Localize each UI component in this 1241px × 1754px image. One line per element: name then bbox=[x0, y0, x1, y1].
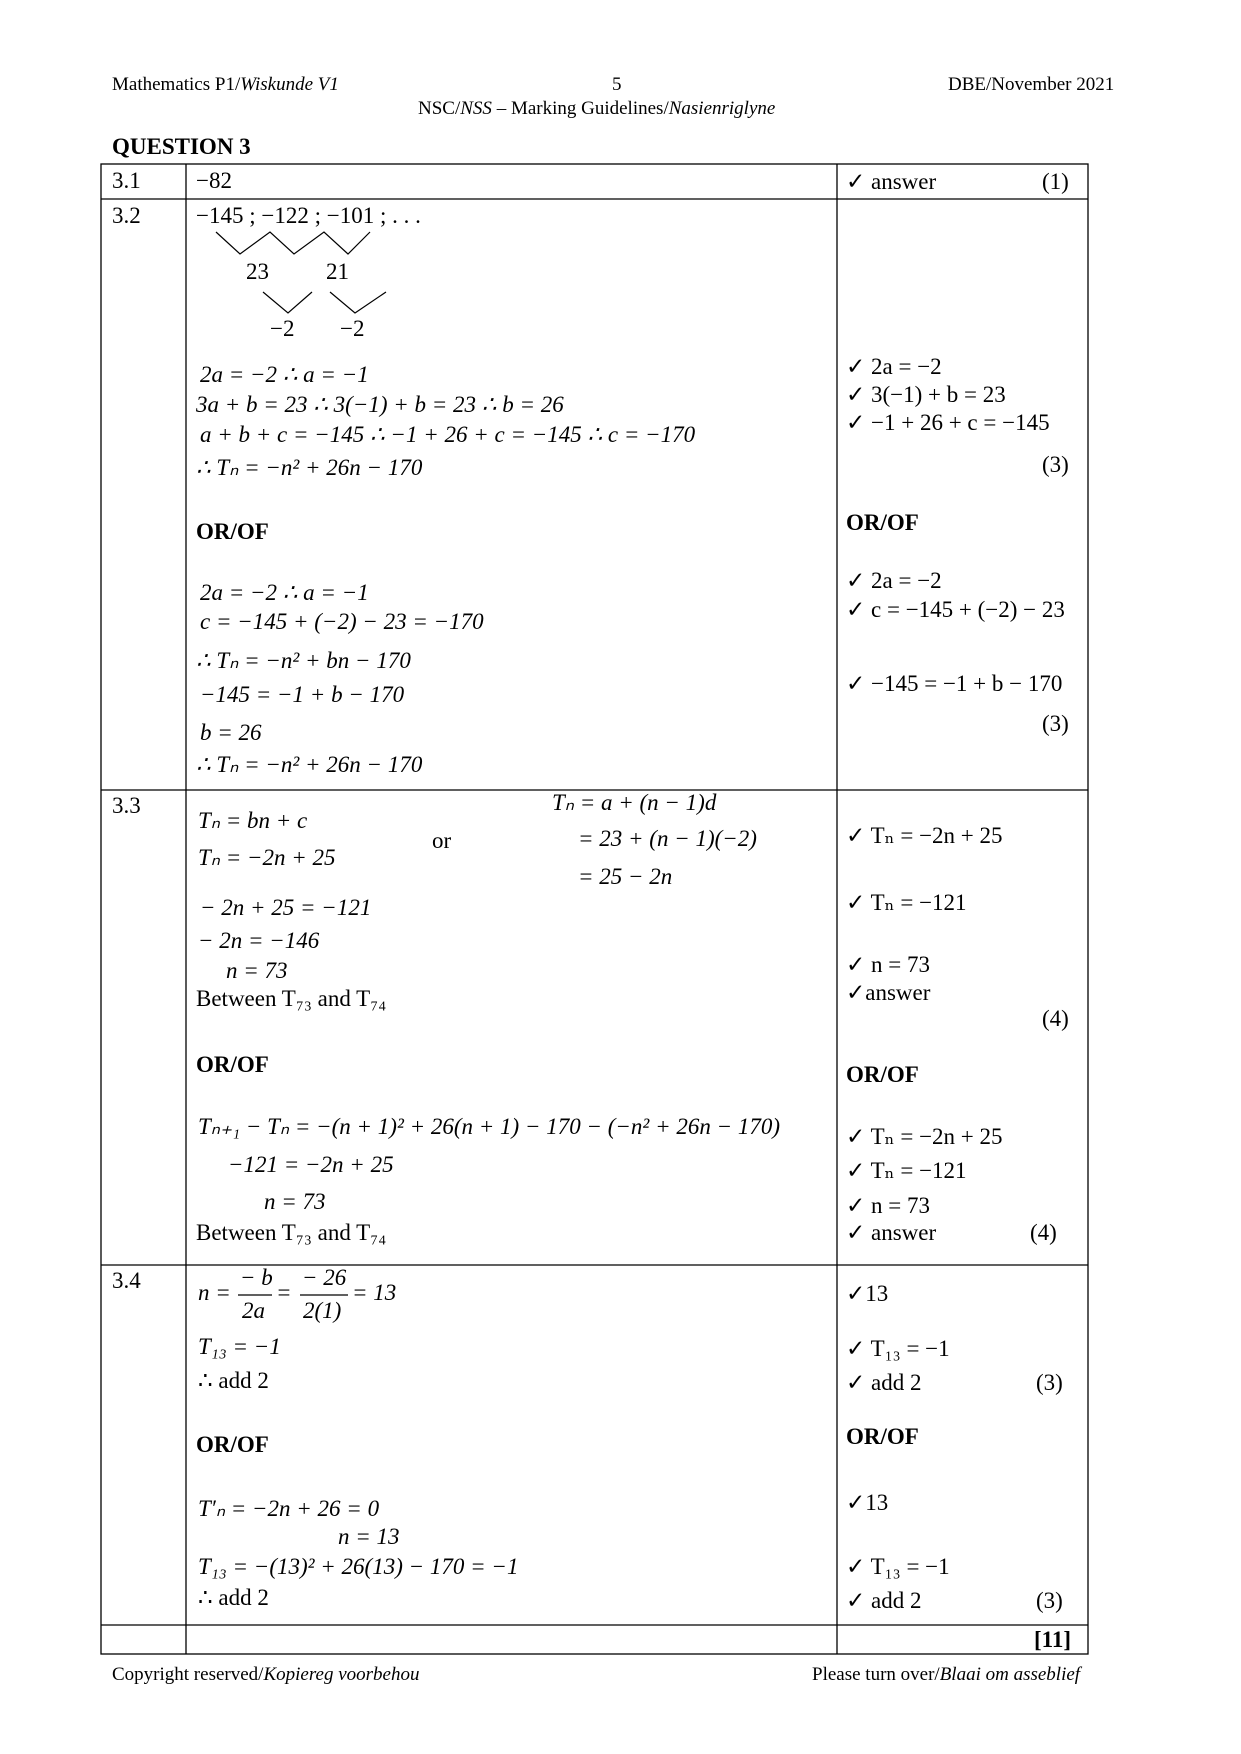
q33-work2-line: Between T₇₃ and T₇₄ bbox=[196, 1220, 387, 1245]
q33-total: (4) bbox=[1030, 1220, 1057, 1245]
header-right: DBE/November 2021 bbox=[948, 74, 1115, 95]
q33-number: 3.3 bbox=[112, 793, 141, 818]
q32-m1-line: 3a + b = 23 ∴ 3(−1) + b = 23 ∴ b = 26 bbox=[196, 392, 564, 417]
q31-total: (1) bbox=[1042, 169, 1069, 194]
q34-w2-line: ∴ add 2 bbox=[198, 1585, 269, 1610]
q32-first-diff-1: 23 bbox=[246, 259, 269, 284]
q33-total: (4) bbox=[1042, 1006, 1069, 1031]
q34-mark: ✓13 bbox=[846, 1281, 889, 1306]
q34-frac2-num: − 26 bbox=[302, 1265, 347, 1290]
q32-m2-line: ∴ Tₙ = −n² + 26n − 170 bbox=[196, 752, 423, 777]
q34-frac2-den: 2(1) bbox=[303, 1298, 342, 1323]
q34-total: (3) bbox=[1036, 1588, 1063, 1613]
q32-m1-line: ∴ Tₙ = −n² + 26n − 170 bbox=[196, 455, 423, 480]
q33-mark: ✓answer bbox=[846, 980, 931, 1005]
q34-total: (3) bbox=[1036, 1370, 1063, 1395]
q33-marks-or: OR/OF bbox=[846, 1062, 919, 1087]
page-number: 5 bbox=[612, 74, 622, 95]
q33-work2-line: −121 = −2n + 25 bbox=[228, 1152, 394, 1177]
q33-or-word: or bbox=[432, 828, 452, 853]
q32-second-diff-1: −2 bbox=[270, 316, 295, 341]
q33-left-line: Tₙ = −2n + 25 bbox=[198, 845, 336, 870]
q33-mark: ✓ Tₙ = −2n + 25 bbox=[846, 1124, 1003, 1149]
q32-first-diff-2: 21 bbox=[326, 259, 349, 284]
q34-w1-line: T₁₃ = −1 bbox=[198, 1334, 281, 1359]
q33-mark: ✓ answer bbox=[846, 1220, 937, 1245]
header-left: Mathematics P1/Wiskunde V1 bbox=[112, 74, 339, 95]
q33-mark: ✓ Tₙ = −2n + 25 bbox=[846, 823, 1003, 848]
q33-work2-line: n = 73 bbox=[264, 1189, 326, 1214]
q33-work-line: n = 73 bbox=[226, 958, 288, 983]
q32-m2-line: c = −145 + (−2) − 23 = −170 bbox=[200, 609, 484, 634]
q34-mark: ✓ add 2 bbox=[846, 1370, 922, 1395]
q32-total: (3) bbox=[1042, 711, 1069, 736]
q34-number: 3.4 bbox=[112, 1268, 141, 1293]
q34-mark: ✓ T₁₃ = −1 bbox=[846, 1554, 950, 1579]
q32-m2-line: ∴ Tₙ = −n² + bn − 170 bbox=[196, 648, 411, 673]
q31-answer: −82 bbox=[196, 168, 232, 193]
q32-m2-line: −145 = −1 + b − 170 bbox=[200, 682, 405, 707]
q34-n-eq: n = bbox=[198, 1280, 231, 1305]
footer-right: Please turn over/Blaai om asseblief bbox=[812, 1664, 1081, 1685]
q32-mark: ✓ 2a = −2 bbox=[846, 354, 942, 379]
q34-mark: ✓ add 2 bbox=[846, 1588, 922, 1613]
q32-mark: ✓ 2a = −2 bbox=[846, 568, 942, 593]
q32-or: OR/OF bbox=[196, 519, 269, 544]
q33-mark: ✓ n = 73 bbox=[846, 1193, 930, 1218]
q32-m1-line: a + b + c = −145 ∴ −1 + 26 + c = −145 ∴ c = −170 bbox=[200, 422, 696, 447]
q32-mark: ✓ −1 + 26 + c = −145 bbox=[846, 410, 1050, 435]
q32-mark: ✓ 3(−1) + b = 23 bbox=[846, 382, 1006, 407]
q34-w1-line: ∴ add 2 bbox=[198, 1368, 269, 1393]
q31-number: 3.1 bbox=[112, 168, 141, 193]
q32-second-diff-2: −2 bbox=[340, 316, 365, 341]
question-title: QUESTION 3 bbox=[112, 134, 251, 159]
q32-total: (3) bbox=[1042, 452, 1069, 477]
footer-left: Copyright reserved/Kopiereg voorbehou bbox=[112, 1664, 420, 1685]
q32-m2-line: 2a = −2 ∴ a = −1 bbox=[200, 580, 369, 605]
header-subtitle: NSC/NSS – Marking Guidelines/Nasienriglyne bbox=[418, 98, 776, 119]
q33-work2-line: Tₙ₊₁ − Tₙ = −(n + 1)² + 26(n + 1) − 170 − (−n² + 26n − 170) bbox=[198, 1114, 781, 1139]
q33-work-line: − 2n + 25 = −121 bbox=[200, 895, 372, 920]
q34-frac1-den: 2a bbox=[242, 1298, 265, 1323]
difference-tree bbox=[216, 232, 386, 313]
q33-right-line: = 23 + (n − 1)(−2) bbox=[578, 826, 757, 851]
q34-frac1-num: − b bbox=[240, 1265, 273, 1290]
q33-work-line: − 2n = −146 bbox=[198, 928, 320, 953]
q34-marks-or: OR/OF bbox=[846, 1424, 919, 1449]
q32-marks-or: OR/OF bbox=[846, 510, 919, 535]
q34-w2-line: T₁₃ = −(13)² + 26(13) − 170 = −1 bbox=[198, 1554, 519, 1579]
q34-or: OR/OF bbox=[196, 1432, 269, 1457]
q34-w2-line: n = 13 bbox=[338, 1524, 400, 1549]
q33-mark: ✓ n = 73 bbox=[846, 952, 930, 977]
q31-mark: ✓ answer bbox=[846, 169, 937, 194]
q34-result: = 13 bbox=[352, 1280, 397, 1305]
q33-right-line: Tₙ = a + (n − 1)d bbox=[552, 790, 717, 815]
q32-mark: ✓ −145 = −1 + b − 170 bbox=[846, 671, 1063, 696]
q32-m1-line: 2a = −2 ∴ a = −1 bbox=[200, 362, 369, 387]
grand-total: [11] bbox=[1034, 1627, 1072, 1652]
q33-or: OR/OF bbox=[196, 1052, 269, 1077]
q34-mark: ✓ T₁₃ = −1 bbox=[846, 1336, 950, 1361]
q33-work-line: Between T₇₃ and T₇₄ bbox=[196, 986, 387, 1011]
q32-sequence: −145 ; −122 ; −101 ; . . . bbox=[196, 203, 421, 228]
q33-right-line: = 25 − 2n bbox=[578, 864, 673, 889]
q34-eq: = bbox=[276, 1280, 292, 1305]
q34-mark: ✓13 bbox=[846, 1490, 889, 1515]
q32-mark: ✓ c = −145 + (−2) − 23 bbox=[846, 597, 1065, 622]
q33-left-line: Tₙ = bn + c bbox=[198, 808, 308, 833]
q32-m2-line: b = 26 bbox=[200, 720, 262, 745]
q33-mark: ✓ Tₙ = −121 bbox=[846, 1158, 967, 1183]
q33-mark: ✓ Tₙ = −121 bbox=[846, 890, 967, 915]
q32-number: 3.2 bbox=[112, 203, 141, 228]
q34-w2-line: T′ₙ = −2n + 26 = 0 bbox=[198, 1496, 380, 1521]
